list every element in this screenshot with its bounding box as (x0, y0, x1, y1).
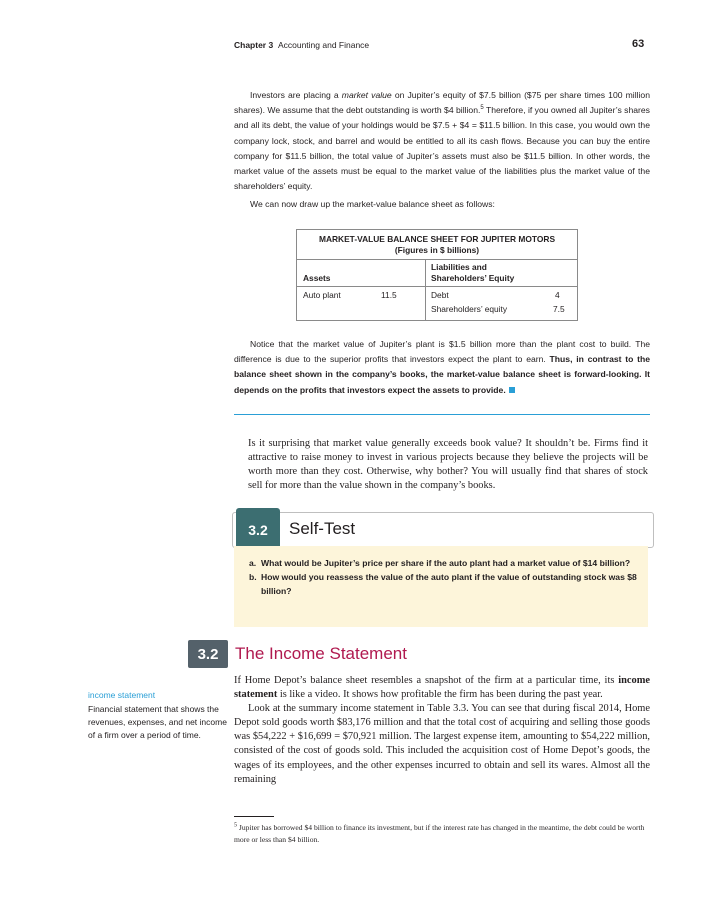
liabilities-header-2: Shareholders’ Equity (431, 273, 515, 283)
body-p1-text-a: If Home Depot’s balance sheet resembles a snapshot of the firm at a particular time, its (234, 675, 619, 686)
question-letter: a. (249, 558, 257, 568)
liability-value: 7.5 (553, 304, 565, 314)
liabilities-header-1: Liabilities and (431, 262, 487, 272)
footnote-mark: 5 (234, 822, 237, 829)
key-term: income statement (234, 675, 650, 701)
para1-text-c: Therefore, if you owned all Jupiter’s shares and all its debt, the value of your holdings would be $7.5 + $4 = $11.5 billion. In this case, you would own the company lock, stock, and barrel and would be entitled to all its cash flows. Because you can buy the entire company for $11.5 billion, the total value of Jupiter’s assets must also be $11.5 billion. In other words, the market value of the assets must be equal to the market value of the liabilities plus the market value of the shareholders’ equity. (234, 105, 650, 192)
footnote-ref[interactable]: 5 (480, 105, 484, 112)
self-test-number-badge: 3.2 (236, 508, 280, 552)
footnote-rule (234, 816, 274, 817)
page-number: 63 (632, 38, 645, 50)
para1-text-b: on Jupiter’s equity of $7.5 billion ($75 per share times 100 million shares). We assume that the debt outstanding is worth $4 billion. (234, 90, 650, 116)
table-title: MARKET-VALUE BALANCE SHEET FOR JUPITER MOTORS (318, 234, 556, 244)
para4-text: Is it surprising that market value generally exceeds book value? It shouldn’t be. Firms find it attractive to raise money to invest in various projects because they believe the projects will be worth more than they cost. Otherwise, why bother? You will usually find that shares of stock sell for more than the value shown in the company’s books. (248, 438, 648, 491)
body-p2-text: Look at the summary income statement in Table 3.3. You can see that during fiscal 2014, Home Depot sold goods worth $83,176 million and that the total cost of acquiring and selling those goods was $54,222 + $16,699 = $70,921 million. The largest expense item, amounting to $54,222 million, consisted of the cost of goods sold. This included the acquisition cost of Home Depot’s goods, the wages of its employees, and the other expenses incurred to obtain and sell its wares. Almost all the remaining (234, 703, 650, 785)
question-item (249, 570, 639, 598)
table-subtitle: (Figures in $ billions) (394, 245, 480, 255)
chapter-label: Chapter 3 (234, 40, 274, 50)
paragraph-intro-table (234, 197, 650, 212)
para3-bold-text: Thus, in contrast to the balance sheet shown in the company’s books, the market-value balance sheet is forward-looking. It depends on the profits that investors expect the assets to provide. (234, 354, 650, 395)
margin-definition: Financial statement that shows the revenues, expenses, and net income of a firm over a period of time. (88, 704, 227, 740)
running-header (234, 40, 369, 50)
para1-emphasis: market value (341, 90, 392, 100)
paragraph-market-value (234, 88, 650, 194)
liability-label: Debt (431, 290, 449, 300)
section-title: The Income Statement (235, 644, 407, 663)
body-p1-text-b: is like a video. It shows how profitable the firm has been during the past year. (277, 689, 603, 701)
table-rule-top (297, 259, 577, 260)
self-test-title: Self-Test (289, 519, 356, 538)
para3-text: Notice that the market value of Jupiter’s plant is $1.5 billion more than the plant cost to build. The difference is due to the superior profits that investors expect the plant to earn. (234, 339, 650, 365)
table-divider (425, 260, 426, 320)
paragraph-forward-looking (234, 337, 650, 398)
para1-text-a: Investors are placing a (250, 90, 342, 100)
footnote-text: Jupiter has borrowed $4 billion to finance its investment, but if the interest rate has changed in the meantime, the debt could be worth more or less than $4 billion. (234, 823, 645, 844)
question-item (249, 556, 639, 570)
asset-label: Auto plant (303, 290, 341, 300)
self-test-questions (249, 556, 639, 598)
asset-value: 11.5 (381, 290, 397, 300)
section-divider (234, 414, 650, 415)
section-number-badge: 3.2 (188, 640, 228, 668)
end-square-icon (509, 387, 515, 393)
chapter-title: Accounting and Finance (277, 40, 370, 50)
footnote (234, 822, 654, 846)
balance-sheet-table (296, 229, 578, 321)
margin-term: income statement (88, 690, 156, 700)
assets-header: Assets (303, 273, 331, 283)
question-letter: b. (249, 572, 257, 582)
paragraph-market-vs-book (248, 437, 648, 493)
liability-label: Shareholders’ equity (431, 304, 508, 314)
table-rule-mid (297, 286, 577, 287)
liability-value: 4 (555, 290, 560, 300)
para2-text: We can now draw up the market-value balance sheet as follows: (250, 199, 495, 209)
question-text: How would you reassess the value of the auto plant if the value of outstanding stock was $8 billion? (261, 572, 637, 596)
income-statement-body (234, 674, 650, 787)
question-text: What would be Jupiter’s price per share if the auto plant had a market value of $14 billion? (261, 558, 631, 568)
